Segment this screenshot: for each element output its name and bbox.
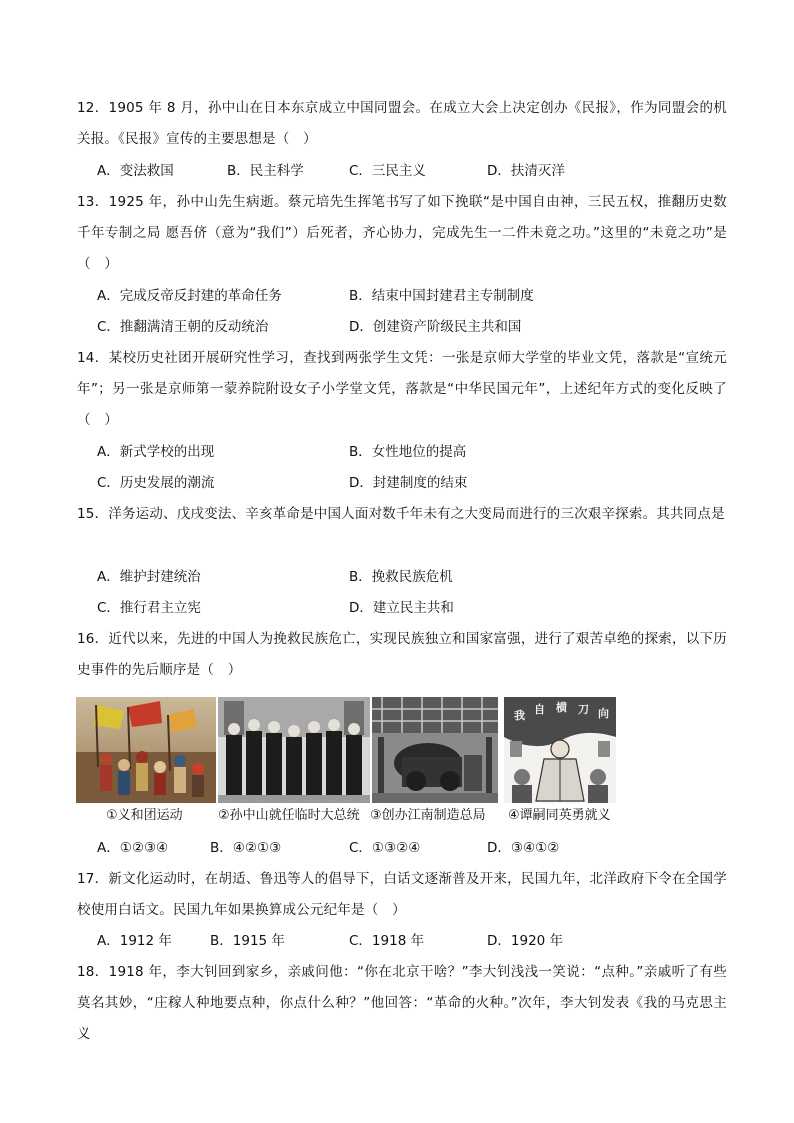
question-16-captions — [76, 803, 636, 829]
svg-text:横: 横 — [556, 701, 567, 714]
q12-option-b[interactable]: B．民主科学 — [227, 163, 304, 179]
question-12-options — [97, 156, 737, 187]
boxer-movement-painting — [76, 697, 216, 803]
question-12-stem: 12．1905 年 8 月，孙中山在日本东京成立中国同盟会。在成立大会上决定创办《民报》，作为同盟会的机关报。《民报》宣传的主要思想是（ ） — [77, 100, 727, 147]
caption-1: ①义和团运动 — [106, 808, 183, 823]
question-15-stem: 15．洋务运动、戊戌变法、辛亥革命是中国人面对数千年未有之大变局而进行的三次艰辛探索。其共同点是 — [77, 506, 725, 522]
question-18-stem: 18．1918 年，李大钊回到家乡，亲戚问他：“你在北京干啥？”李大钊浅浅一笑说：“点种。”亲戚听了有些莫名其妙，“庄稼人种地要点种，你点什么种？”他回答：“革命的火种。”次年，李大钊发表《我的马克思主义 — [77, 964, 727, 1042]
q12-option-d[interactable]: D．扶清灭洋 — [487, 163, 565, 179]
jiangnan-arsenal-photo — [372, 697, 498, 803]
q15-option-d[interactable]: D．建立民主共和 — [349, 600, 454, 616]
q13-option-a[interactable]: A．完成反帝反封建的革命任务 — [97, 288, 282, 304]
q13-option-c[interactable]: C．推翻满清王朝的反动统治 — [97, 319, 269, 335]
question-15-options-row2 — [97, 593, 737, 624]
question-14-options-row1 — [97, 437, 737, 468]
question-16-stem: 16．近代以来，先进的中国人为挽救民族危亡，实现民族独立和国家富强，进行了艰苦卓绝的探索，以下历史事件的先后顺序是（ ） — [77, 631, 727, 678]
question-13-stem: 13．1925 年，孙中山先生病逝。蔡元培先生挥笔书写了如下挽联“是中国自由神，三民五权，推翻历史数千年专制之局 愿吾侪（意为“我们”）后死者，齐心协力，完成先生一二件未竟之功。”这里的“未竟之功”是（ ） — [77, 194, 727, 272]
q15-option-c[interactable]: C．推行君主立宪 — [97, 600, 201, 616]
caption-2: ②孙中山就任临时大总统 — [218, 808, 360, 823]
sun-yat-sen-inauguration-photo — [218, 697, 370, 803]
q14-option-a[interactable]: A．新式学校的出现 — [97, 444, 215, 460]
q16-option-d[interactable]: D．③④①② — [487, 840, 560, 856]
q13-option-d[interactable]: D．创建资产阶级民主共和国 — [349, 319, 522, 335]
caption-3: ③创办江南制造总局 — [370, 808, 486, 823]
svg-text:我: 我 — [514, 709, 525, 722]
q14-option-d[interactable]: D．封建制度的结束 — [349, 475, 468, 491]
q15-option-b[interactable]: B．挽救民族危机 — [349, 569, 453, 585]
question-17-options — [97, 926, 737, 957]
question-15-options-row1 — [97, 562, 737, 593]
q13-option-b[interactable]: B．结束中国封建君主专制制度 — [349, 288, 534, 304]
question-17-stem: 17．新文化运动时，在胡适、鲁迅等人的倡导下，白话文逐渐普及开来，民国九年，北洋政府下令在全国学校使用白话文。民国九年如果换算成公元纪年是（ ） — [77, 871, 727, 918]
svg-text:向: 向 — [598, 707, 609, 720]
q16-option-c[interactable]: C．①③②④ — [349, 840, 421, 856]
q16-option-a[interactable]: A．①②③④ — [97, 840, 169, 856]
tan-sitong-illustration — [504, 697, 616, 803]
question-13-options-row2 — [97, 312, 737, 343]
q17-option-b[interactable]: B．1915 年 — [210, 933, 285, 949]
svg-text:刀: 刀 — [578, 703, 589, 716]
q12-option-a[interactable]: A．变法救国 — [97, 163, 174, 179]
q15-option-a[interactable]: A．维护封建统治 — [97, 569, 201, 585]
svg-text:自: 自 — [534, 703, 545, 716]
question-14-options-row2 — [97, 468, 737, 499]
q14-option-c[interactable]: C．历史发展的潮流 — [97, 475, 215, 491]
question-16-options — [97, 833, 737, 864]
q14-option-b[interactable]: B．女性地位的提高 — [349, 444, 467, 460]
caption-4: ④谭嗣同英勇就义 — [508, 808, 611, 823]
q17-option-c[interactable]: C．1918 年 — [349, 933, 425, 949]
question-14-stem: 14．某校历史社团开展研究性学习，查找到两张学生文凭：一张是京师大学堂的毕业文凭，落款是“宣统元年”；另一张是京师第一蒙养院附设女子小学堂文凭，落款是“中华民国元年”，上述纪年方式的变化反映了（ ） — [77, 350, 727, 428]
q17-option-a[interactable]: A．1912 年 — [97, 933, 172, 949]
q16-option-b[interactable]: B．④②①③ — [210, 840, 282, 856]
q12-option-c[interactable]: C．三民主义 — [349, 163, 426, 179]
q17-option-d[interactable]: D．1920 年 — [487, 933, 564, 949]
question-13-options-row1 — [97, 281, 737, 312]
question-16-images — [76, 697, 636, 807]
